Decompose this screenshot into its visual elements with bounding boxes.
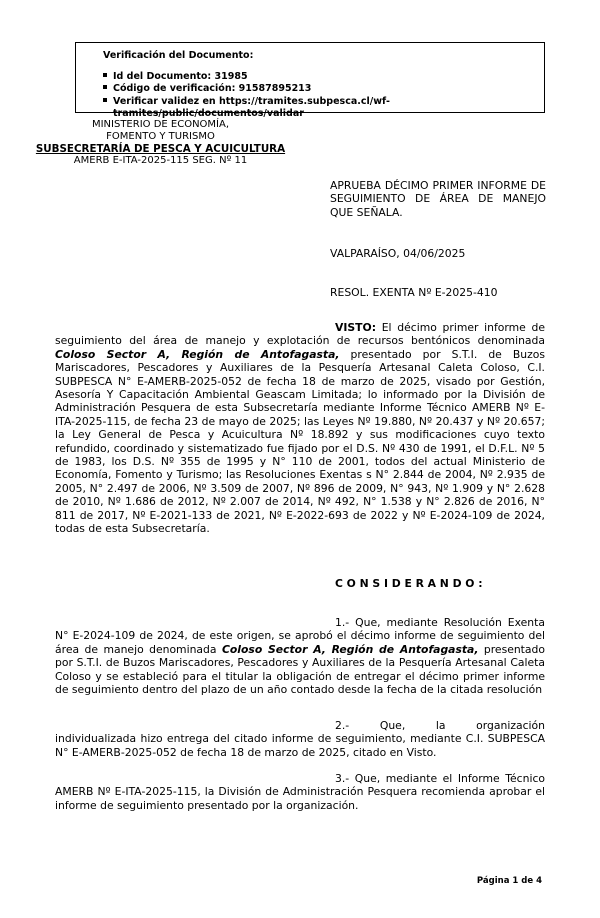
bullet-icon [103, 98, 107, 102]
resolution-subject: APRUEBA DÉCIMO PRIMER INFORME DE SEGUIMIENTO DE ÁREA DE MANEJO QUE SEÑALA. [330, 179, 546, 219]
visto-label: VISTO: [335, 321, 377, 334]
subsecretaria-line: SUBSECRETARÍA DE PESCA Y ACUICULTURA [35, 143, 286, 155]
amerb-code-line: AMERB E-ITA-2025-115 SEG. Nº 11 [73, 155, 248, 166]
verification-item-url [103, 96, 530, 121]
page-number: Página 1 de 4 [476, 876, 542, 886]
amerb-area-name: Coloso Sector A, Región de Antofagasta, [221, 642, 479, 656]
considerando-1-text-1: 1.- Que, mediante Resolución Exenta N° E-2024-109 de 2024, de este origen, se aprobó el décimo informe de seguimiento del área de manejo denominada [55, 616, 545, 656]
verification-title: Verificación del Documento: [103, 50, 254, 61]
considerando-item-2: 2.- Que, la organización individualizada hizo entrega del citado informe de seguimiento, mediante C.I. SUBPESCA N° E-AMERB-2025-052 de fecha 18 de marzo de 2025, citado en Visto. [55, 719, 545, 759]
amerb-area-name: Coloso Sector A, Región de Antofagasta, [55, 347, 340, 361]
verification-item-document-id [103, 71, 530, 83]
resolution-number: RESOL. EXENTA Nº E-2025-410 [330, 286, 498, 299]
verification-item-text: Código de verificación: 91587895213 [113, 83, 312, 95]
considerando-heading: C O N S I D E R A N D O : [335, 577, 483, 590]
bullet-icon [103, 73, 107, 77]
verification-item-code [103, 83, 530, 95]
verification-box [75, 42, 545, 120]
considerando-item-3: 3.- Que, mediante el Informe Técnico AMERB Nº E-ITA-2025-115, la División de Administración Pesquera recomienda aprobar el informe de seguimiento presentado por la organización. [55, 772, 545, 812]
verification-item-text: Id del Documento: 31985 [113, 71, 248, 82]
ministry-line-2: FOMENTO Y TURISMO [106, 131, 215, 142]
considerando-1-text-2: presentado por S.T.I. de Buzos Mariscadores, Pescadores y Auxiliares de la Pesquería Artesanal Caleta Coloso y se estableció para el titular la obligación de entregar el décimo primer informe de seguimiento dentro del plazo de un año contado desde la fecha de la citada resolución [55, 642, 545, 697]
visto-text-1: El décimo primer informe de seguimiento del área de manejo y explotación de recursos bentónicos denominada [55, 321, 545, 348]
bullet-icon [103, 85, 107, 89]
ministry-line-1: MINISTERIO DE ECONOMÍA, [91, 119, 230, 130]
visto-text-2: presentado por S.T.I. de Buzos Mariscadores, Pescadores y Auxiliares de la Pesquería Artesanal Caleta Coloso, C.I. SUBPESCA N° E-AMERB-2025-052 de fecha 18 de marzo de 2025, visado por Gestión, Asesoría Y Capacitación Ambiental Geascam Limitada; lo informado por la División de Administración Pesquera de esta Subsecretaría mediante Informe Técnico AMERB Nº E-ITA-2025-115, de fecha 23 de mayo de 2025; las Leyes Nº 19.880, Nº 20.437 y Nº 20.657; la Ley General de Pesca y Acuicultura Nº 18.892 y sus modificaciones cuyo texto refundido, coordinado y sistematizado fue fijado por el D.S. Nº 430 de 1991, el D.F.L. Nº 5 de 1983, los D.S. Nº 355 de 1995 y N° 110 de 2001, todos del actual Ministerio de Economía, Fomento y Turismo; las Resoluciones Exentas s N° 2.844 de 2004, Nº 2.935 de 2005, N° 2.497 de 2006, Nº 3.509 de 2007, Nº 896 de 2009, N° 943, Nº 1.909 y N° 2.628 de 2010, Nº 1.686 de 2012, Nº 2.007 de 2014, Nº 492, N° 1.538 y N° 2.826 de 2016, N° 811 de 2017, Nº E-2021-133 de 2021, Nº E-2022-693 de 2022 y Nº E-2024-109 de 2024, todas de esta Subsecretaría. [55, 347, 545, 536]
verification-list [103, 71, 530, 121]
verification-url-text: Verificar validez en https://tramites.subpesca.cl/wf-tramites/public/documentos/validar [113, 95, 390, 120]
visto-paragraph [55, 321, 545, 536]
place-date: VALPARAÍSO, 04/06/2025 [330, 247, 466, 260]
considerando-item-1 [55, 616, 545, 696]
letterhead [18, 119, 303, 167]
